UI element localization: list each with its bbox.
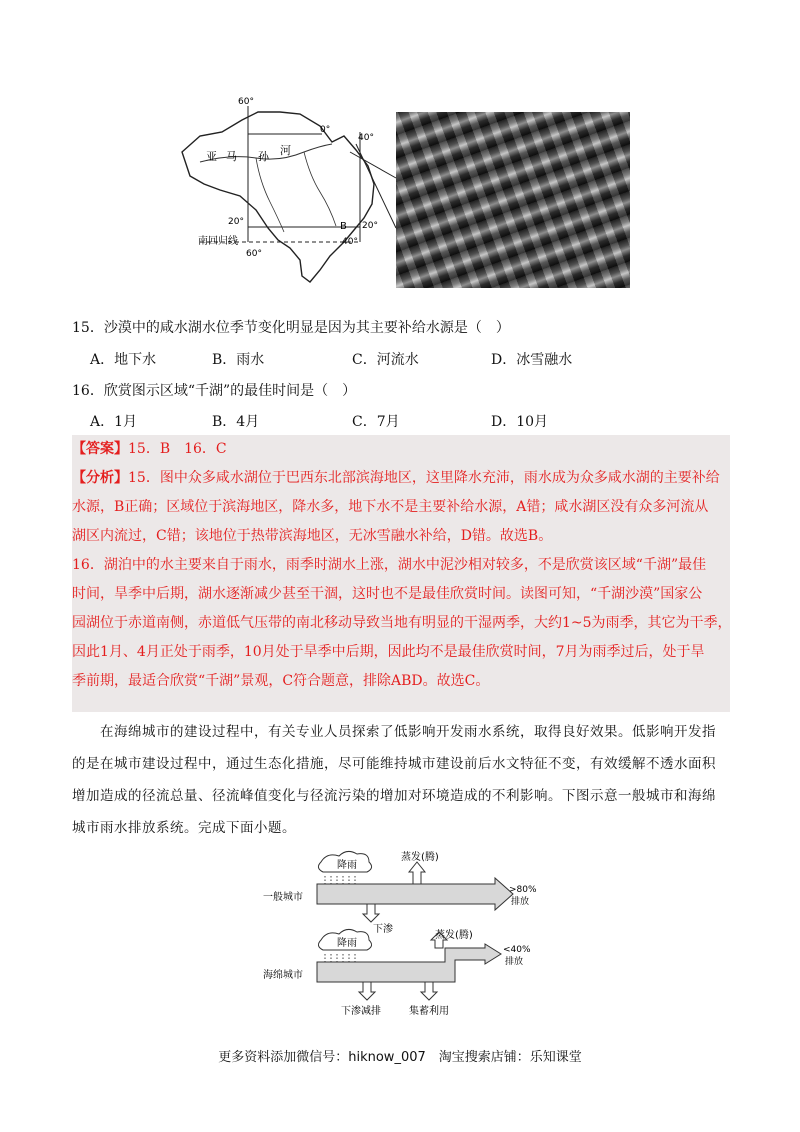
map-label: 孙 [258, 150, 269, 163]
answer-tag: 【答案】 [72, 441, 128, 457]
diagram-city-label-2: 海绵城市 [263, 970, 303, 981]
runoff-diagram [255, 850, 555, 1030]
passage-line-2: 的是在城市建设过程中，通过生态化措施，尽可能维持城市建设前后水文特征不变，有效缓解不透水面积 [72, 756, 716, 772]
q15-option-a: A．地下水 [90, 352, 157, 368]
runoff-diagram-svg [255, 850, 555, 1030]
diagram-out-percent-2: <40% [503, 945, 531, 955]
map-label: 亚 [206, 150, 217, 163]
analysis-tag: 【分析】 [72, 470, 128, 486]
diagram-evap-label: 蒸发(腾) [401, 852, 439, 863]
diagram-rain-label: 降雨 [337, 860, 357, 871]
diagram-out-percent: >80% [509, 885, 537, 895]
q16-option-c: C．7月 [352, 414, 400, 430]
diagram-rain-label-2: 降雨 [337, 938, 357, 949]
diagram-city-label: 一般城市 [263, 892, 303, 903]
question-15-stem: 15．沙漠中的咸水湖水位季节变化明显是因为其主要补给水源是（ ） [72, 320, 510, 336]
diagram-out-label-2: 排放 [505, 957, 524, 967]
diagram-infil-label: 下渗 [373, 924, 393, 935]
question-16-stem: 16．欣赏图示区域“千湖”的最佳时间是（ ） [72, 383, 357, 399]
map-label: 60° [246, 249, 262, 259]
analysis-line-6: 园湖位于赤道南侧，赤道低气压带的南北移动导致当地有明显的干湿两季，大约1~5为雨季，其它为干季， [72, 615, 732, 631]
analysis-line-2: 水源，B正确；区域位于滨海地区，降水多，地下水不是主要补给水源，A错；咸水湖区没有众多河流从 [72, 499, 709, 515]
map-label: 20° [228, 217, 244, 227]
q16-option-a: A．1月 [90, 414, 138, 430]
q15-option-d: D．冰雪融水 [491, 352, 573, 368]
map-label: 马 [226, 150, 237, 163]
diagram-collect-label: 集蓄利用 [409, 1006, 449, 1017]
diagram-out-label: 排放 [511, 897, 530, 907]
passage-line-4: 城市雨水排放系统。完成下面小题。 [72, 820, 296, 836]
analysis-line-3: 湖区内流过，C错；该地位于热带滨海地区，无冰雪融水补给，D错。故选B。 [72, 528, 553, 544]
map-label: 20° [362, 221, 378, 231]
analysis-line [72, 464, 720, 493]
answer-line [72, 435, 227, 464]
passage-line-3: 增加造成的径流总量、径流峰值变化与径流污染的增加对环境造成的不利影响。下图示意一般城市和海绵 [72, 788, 716, 804]
map-label: 40° [358, 133, 374, 143]
desert-lakes-photo [396, 112, 630, 288]
analysis-line-5: 时间，旱季中后期，湖水逐渐减少甚至干涸，这时也不是最佳欣赏时间。读图可知，“千湖沙漠”国家公 [72, 586, 703, 602]
page-footer: 更多资料添加微信号：hiknow_007 淘宝搜索店铺：乐知课堂 [218, 1050, 582, 1065]
map-label: 40° [342, 237, 358, 247]
answer-analysis-block [72, 435, 730, 712]
map-label: B [340, 221, 347, 232]
analysis-line-4: 16．湖泊中的水主要来自于雨水，雨季时湖水上涨，湖水中泥沙相对较多，不是欣赏该区域“千湖”最佳 [72, 557, 707, 573]
map-label: 0° [320, 125, 331, 135]
map-figure [160, 92, 640, 292]
map-label: 南回归线 [198, 236, 238, 247]
diagram-evap-label-2: 蒸发(腾) [435, 930, 473, 941]
q15-option-b: B．雨水 [212, 352, 265, 368]
map-label: 河 [280, 144, 291, 157]
analysis-line-1: 15．图中众多咸水湖位于巴西东北部滨海地区，这里降水充沛，雨水成为众多咸水湖的主要补给 [128, 470, 720, 486]
analysis-line-8: 季前期，最适合欣赏“千湖”景观，C符合题意，排除ABD。故选C。 [72, 673, 490, 689]
q16-option-b: B．4月 [212, 414, 260, 430]
q16-option-d: D．10月 [491, 414, 549, 430]
q15-option-c: C．河流水 [352, 352, 419, 368]
passage-line-1: 在海绵城市的建设过程中，有关专业人员探索了低影响开发雨水系统，取得良好效果。低影响开发指 [100, 724, 716, 740]
map-label: 60° [238, 97, 254, 107]
analysis-line-7: 因此1月、4月正处于雨季，10月处于旱季中后期，因此均不是最佳欣赏时间，7月为雨季过后，处于旱 [72, 644, 705, 660]
answer-text: 15．B 16．C [128, 441, 227, 457]
diagram-infil-label-2: 下渗减排 [341, 1006, 381, 1017]
